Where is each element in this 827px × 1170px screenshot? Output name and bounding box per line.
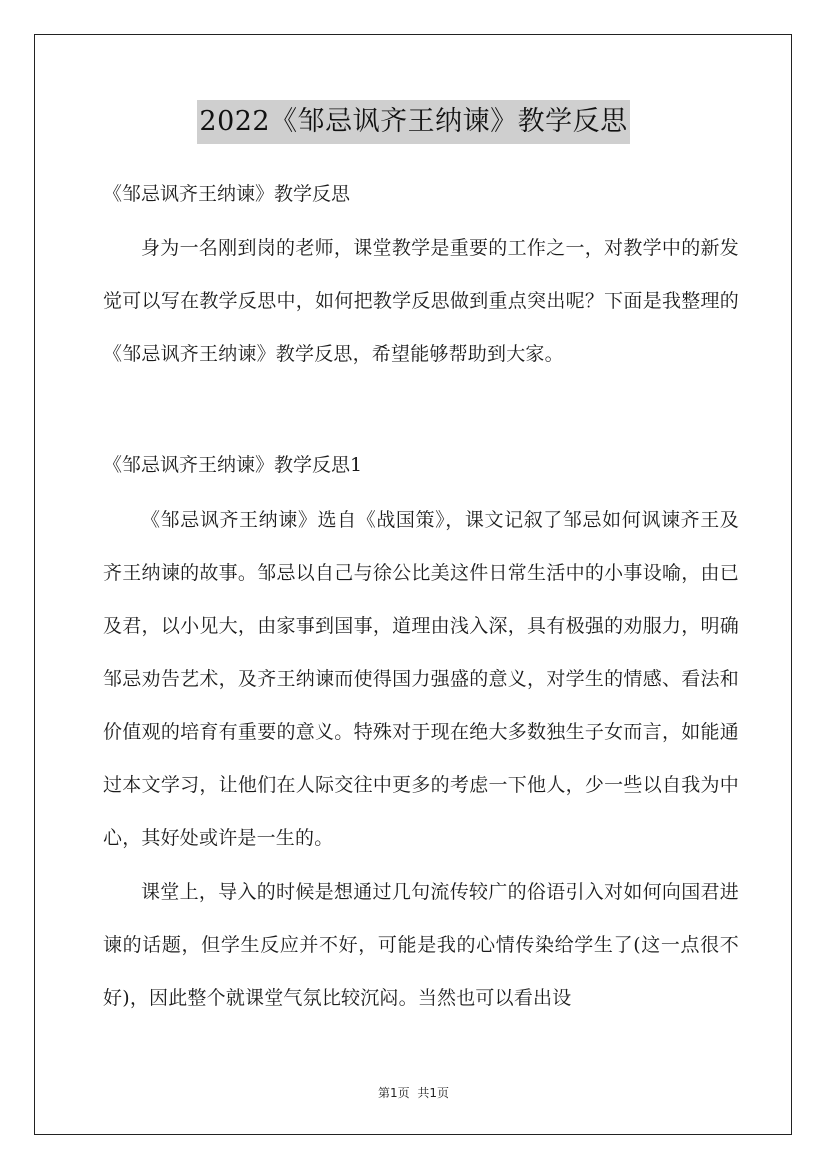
- title-container: [0, 100, 827, 144]
- page-footer: [0, 1084, 827, 1101]
- section-paragraph-2: 课堂上，导入的时候是想通过几句流传较广的俗语引入对如何向国君进谏的话题，但学生反应并不好，可能是我的心情传染给学生了(这一点很不好)，因此整个就课堂气氛比较沉闷。当然也可以看出设: [103, 881, 739, 1009]
- intro-paragraph: 身为一名刚到岗的老师，课堂教学是重要的工作之一，对教学中的新发觉可以写在教学反思中，如何把教学反思做到重点突出呢？下面是我整理的《邹忌讽齐王纳谏》教学反思，希望能够帮助到大家。: [103, 237, 739, 365]
- document-subtitle: 《邹忌讽齐王纳谏》教学反思: [103, 183, 351, 205]
- page-total: 共1页: [417, 1086, 450, 1100]
- page-number: 第1页: [377, 1086, 410, 1100]
- section-paragraph-1: 《邹忌讽齐王纳谏》选自《战国策》，课文记叙了邹忌如何讽谏齐王及齐王纳谏的故事。邹忌以自己与徐公比美这件日常生活中的小事设喻，由已及君，以小见大，由家事到国事，道理由浅入深，具有极强的劝服力，明确邹忌劝告艺术，及齐王纳谏而使得国力强盛的意义，对学生的情感、看法和价值观的培育有重要的意义。特殊对于现在绝大多数独生子女而言，如能通过本文学习，让他们在人际交往中更多的考虑一下他人，少一些以自我为中心，其好处或许是一生的。: [103, 509, 739, 849]
- document-title: 2022《邹忌讽齐王纳谏》教学反思: [197, 100, 629, 144]
- section-heading: 《邹忌讽齐王纳谏》教学反思1: [103, 454, 363, 476]
